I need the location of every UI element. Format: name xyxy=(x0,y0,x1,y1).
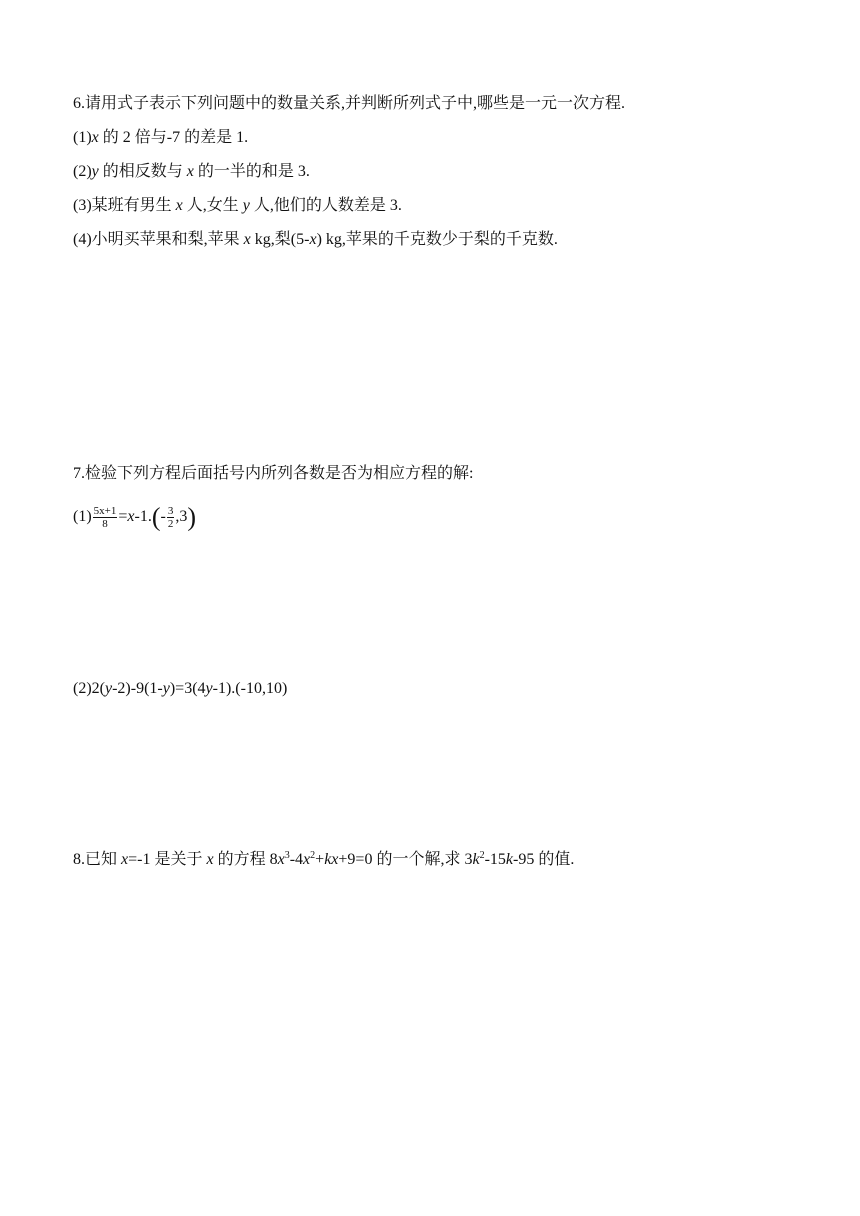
q6-part2-text-a: 的相反数与 xyxy=(98,163,187,180)
q7-part1 xyxy=(73,502,197,532)
q7-part1-text: -1. xyxy=(134,508,152,526)
var-y: y xyxy=(91,163,99,180)
q8-text-g: +9=0 的一个解,求 3 xyxy=(338,851,473,868)
q6-part1-text: 的 2 倍与-7 的差是 1. xyxy=(98,129,249,146)
q7-part2-text-b: -2)-9(1- xyxy=(112,680,163,697)
q6-part1-label: (1) xyxy=(73,129,92,146)
fraction-denominator: 8 xyxy=(102,518,108,530)
q8-stem xyxy=(73,850,574,870)
var-k: k xyxy=(472,851,480,868)
q8-text-b: =-1 是关于 xyxy=(128,851,207,868)
var-x: x xyxy=(277,851,285,868)
q7-part1-label: (1) xyxy=(73,508,92,526)
var-x: x xyxy=(127,508,135,526)
var-y: y xyxy=(205,680,213,697)
fraction xyxy=(93,505,118,530)
exponent: 2 xyxy=(310,850,316,861)
q6-part4-text-a: (4)小明买苹果和梨,苹果 xyxy=(73,231,244,248)
fraction-2 xyxy=(167,505,175,530)
fraction-2-denominator: 2 xyxy=(167,518,174,530)
q6-part1 xyxy=(73,128,248,148)
q6-part2-label: (2) xyxy=(73,163,92,180)
q6-stem: 6.请用式子表示下列问题中的数量关系,并判断所列式子中,哪些是一元一次方程. xyxy=(73,95,626,112)
q7-part2-text-a: (2)2( xyxy=(73,680,105,697)
var-x: x xyxy=(175,197,183,214)
q7-part2 xyxy=(73,679,287,699)
var-y: y xyxy=(242,197,250,214)
q6-part3-text-a: (3)某班有男生 xyxy=(73,197,176,214)
var-x: x xyxy=(91,129,99,146)
q8-text-a: 8.已知 xyxy=(73,851,122,868)
var-x: x xyxy=(331,851,339,868)
var-x: x xyxy=(186,163,194,180)
var-x: x xyxy=(303,851,311,868)
var-x: x xyxy=(243,231,251,248)
exponent: 3 xyxy=(284,850,290,861)
q8-text-c: 的方程 8 xyxy=(213,851,278,868)
q6-part2-text-b: 的一半的和是 3. xyxy=(193,163,310,180)
q8-text-i: -95 的值. xyxy=(513,851,575,868)
q6-part2 xyxy=(73,162,310,182)
q7-part1-candidate: ,3 xyxy=(175,508,188,526)
q6-part3-text-c: 人,他们的人数差是 3. xyxy=(249,197,402,214)
var-x: x xyxy=(309,231,317,248)
equals-sign: = xyxy=(118,508,128,526)
q8-text-h: -15 xyxy=(484,851,506,868)
q6-part4-text-c: ) kg,苹果的千克数少于梨的千克数. xyxy=(316,231,558,248)
left-paren: ( xyxy=(151,502,161,532)
var-x: x xyxy=(206,851,214,868)
q6-part3-text-b: 人,女生 xyxy=(182,197,243,214)
exponent: 2 xyxy=(479,850,485,861)
q7-stem: 7.检验下列方程后面括号内所列各数是否为相应方程的解: xyxy=(73,465,474,482)
var-k: k xyxy=(505,851,514,868)
fraction-2-numerator: 3 xyxy=(167,505,174,517)
q6-part4 xyxy=(73,230,558,250)
fraction-numerator: 5x+1 xyxy=(93,505,117,517)
q8-text-f: + xyxy=(315,851,325,868)
right-paren: ) xyxy=(187,502,197,532)
q7-part2-text-d: -1).(-10,10) xyxy=(212,680,288,697)
var-y: y xyxy=(162,680,170,697)
q6-part3 xyxy=(73,196,402,216)
q7-part2-text-c: )=3(4 xyxy=(169,680,206,697)
q6-part4-text-b: kg,梨(5- xyxy=(250,231,310,248)
var-x: x xyxy=(121,851,129,868)
var-y: y xyxy=(104,680,113,697)
q8-text-d: -4 xyxy=(289,851,304,868)
var-k: k xyxy=(324,851,332,868)
negative-sign: - xyxy=(160,508,166,526)
